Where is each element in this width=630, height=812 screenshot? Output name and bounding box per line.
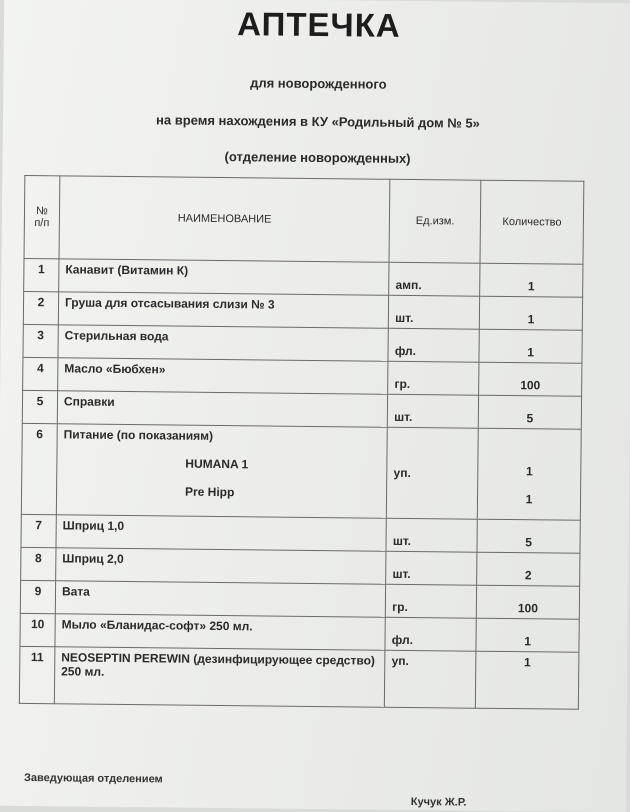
row-num: 4: [23, 357, 58, 390]
row-name: Мыло «Бланидас-софт» 250 мл.: [55, 614, 386, 650]
row-num: 8: [21, 547, 56, 580]
table-header-row: [24, 175, 584, 264]
row-name: Масло «Бюбхен»: [58, 358, 389, 394]
row-num: 6: [21, 423, 57, 514]
nutrition-humana: HUMANA 1: [185, 456, 249, 472]
row-qty: 1: [476, 618, 579, 652]
row-name: Стерильная вода: [58, 325, 389, 361]
row-qty: 1: [475, 651, 578, 709]
kit-table: [19, 175, 585, 710]
row-unit: фл.: [385, 617, 476, 651]
row-qty: 2: [477, 552, 580, 586]
row-qty: 100: [479, 362, 582, 396]
table-row: [19, 646, 579, 709]
qty-humana: 1: [525, 464, 533, 479]
row-unit: шт.: [389, 295, 480, 329]
row-num: 3: [23, 324, 58, 357]
row-qty: 100: [476, 585, 579, 619]
subtitle-recipient: для новорожденного: [250, 75, 387, 92]
header-num: № п/п: [24, 175, 60, 258]
header-qty: Количество: [480, 180, 584, 264]
row-name: Вата: [55, 581, 386, 617]
qty-prehipp: 1: [525, 492, 533, 507]
row-unit: шт.: [386, 551, 477, 585]
row-num: 2: [23, 291, 58, 324]
footer-head-of-department: Заведующая отделением: [24, 771, 163, 786]
row-unit: фл.: [388, 328, 479, 362]
row-num: 10: [20, 613, 55, 646]
row-name: Груша для отсасывания слизи № 3: [58, 292, 389, 328]
row-qty: 1: [480, 263, 583, 297]
row-unit: гр.: [386, 584, 477, 618]
row-unit: шт.: [386, 518, 477, 552]
row-unit: уп.: [385, 650, 476, 708]
nutrition-prehipp: Pre Hipp: [184, 484, 235, 500]
row-unit: гр.: [388, 361, 479, 395]
page-title: АПТЕЧКА: [237, 5, 401, 44]
row-unit: шт.: [388, 394, 479, 428]
header-name: НАИМЕНОВАНИЕ: [59, 176, 390, 262]
row-qty: 1: [479, 296, 582, 330]
header-unit: Ед.изм.: [389, 179, 481, 263]
row-name: Шприц 1,0: [56, 515, 387, 551]
row-num: 5: [22, 390, 57, 423]
row-num: 7: [21, 514, 56, 547]
subtitle-location: на время нахождения в КУ «Родильный дом № 5»: [156, 112, 480, 131]
row-num: 9: [20, 580, 55, 613]
footer-signature-name: Кучук Ж.Р.: [410, 796, 467, 809]
row-qty: 5: [478, 395, 581, 429]
row-unit: уп.: [387, 427, 479, 519]
row-name: Канавит (Витамин К): [59, 259, 390, 295]
row-num: 1: [24, 258, 59, 291]
row-name: NEOSEPTIN PEREWIN (дезинфицирующее средство) 250 мл.: [54, 647, 385, 707]
row-qty: 5: [477, 519, 580, 553]
table-row-nutrition: [21, 423, 581, 520]
row-num: 11: [19, 646, 55, 703]
subtitle-department: (отделение новорожденных): [224, 149, 411, 166]
row-name-nutrition: [56, 424, 387, 518]
row-unit: амп.: [389, 262, 480, 296]
row-name: Справки: [57, 391, 388, 427]
row-name: Шприц 2,0: [56, 548, 387, 584]
row-qty: 1: [479, 329, 582, 363]
nutrition-label: Питание (по показаниям): [63, 427, 214, 443]
row-qty-nutrition: [477, 428, 581, 520]
